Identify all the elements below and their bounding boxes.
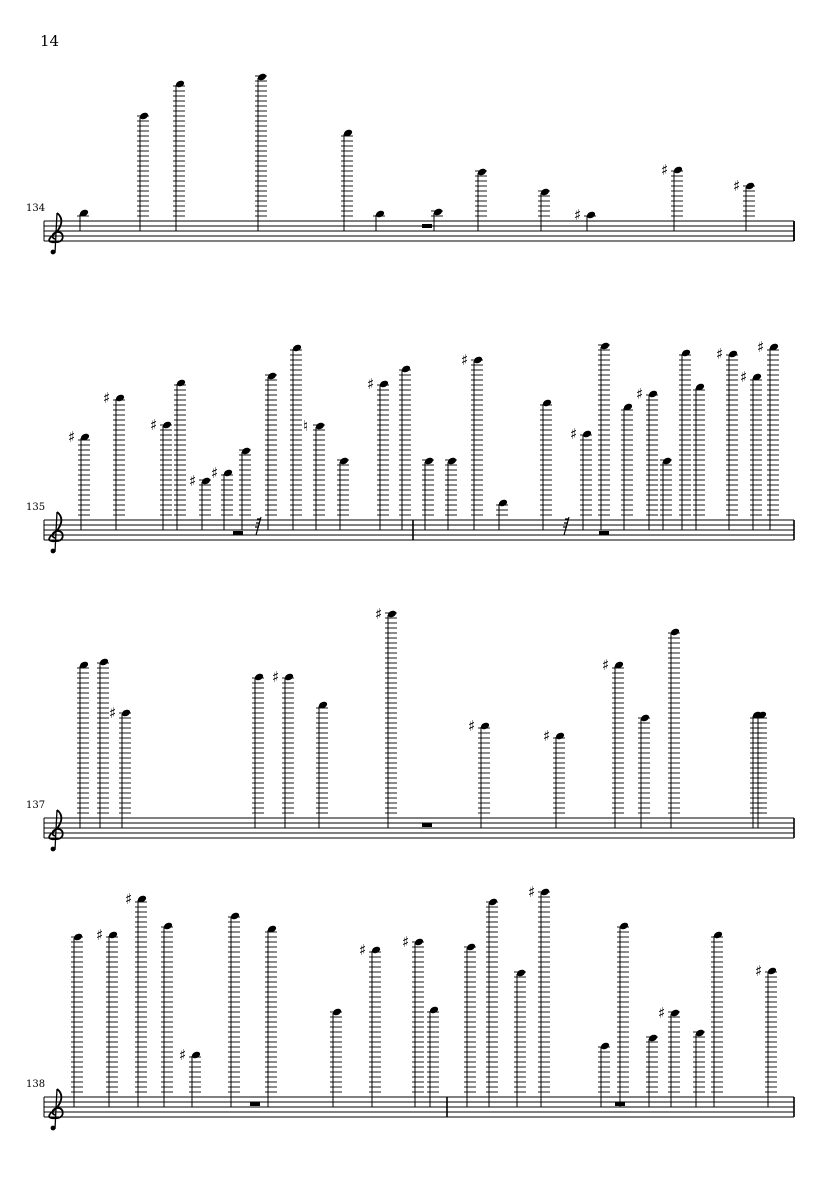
note bbox=[137, 111, 149, 231]
sharp-icon: ♯ bbox=[528, 883, 536, 901]
note bbox=[173, 79, 185, 231]
note bbox=[399, 364, 411, 530]
staff-system bbox=[26, 883, 794, 1130]
sharp-icon: ♯ bbox=[402, 933, 410, 951]
measure-number: 138 bbox=[26, 1079, 46, 1090]
note bbox=[272, 668, 294, 828]
note bbox=[375, 605, 397, 828]
note bbox=[239, 446, 251, 530]
sharp-icon: ♯ bbox=[359, 941, 367, 959]
note bbox=[661, 161, 683, 231]
note bbox=[693, 1028, 705, 1107]
note bbox=[658, 1004, 680, 1107]
sharp-icon: ♯ bbox=[757, 338, 765, 356]
note bbox=[602, 656, 624, 828]
note bbox=[621, 402, 633, 530]
sharp-icon: ♯ bbox=[109, 704, 117, 722]
whole-rest-icon bbox=[615, 1102, 625, 1106]
note bbox=[252, 672, 264, 828]
note bbox=[693, 382, 705, 530]
sharp-icon: ♯ bbox=[68, 428, 76, 446]
note bbox=[528, 883, 550, 1107]
note bbox=[468, 717, 490, 828]
treble-clef-icon bbox=[51, 1126, 56, 1131]
note bbox=[668, 627, 680, 828]
note bbox=[402, 933, 424, 1107]
note bbox=[755, 710, 767, 828]
note bbox=[538, 187, 550, 231]
note bbox=[97, 657, 109, 828]
note bbox=[337, 456, 349, 530]
measure-number: 135 bbox=[26, 502, 46, 513]
note bbox=[733, 177, 755, 231]
sharp-icon: ♯ bbox=[150, 416, 158, 434]
note bbox=[373, 209, 385, 231]
sharp-icon: ♯ bbox=[461, 351, 469, 369]
note bbox=[77, 208, 89, 231]
sharp-icon: ♯ bbox=[189, 472, 197, 490]
whole-rest-icon bbox=[599, 531, 609, 535]
note bbox=[330, 1007, 342, 1107]
sharp-icon: ♯ bbox=[636, 385, 644, 403]
staff-system bbox=[26, 605, 794, 851]
sharp-icon: ♯ bbox=[658, 1004, 666, 1022]
note bbox=[161, 921, 173, 1107]
note bbox=[341, 128, 353, 231]
note bbox=[617, 921, 629, 1107]
note bbox=[265, 924, 277, 1107]
note bbox=[179, 1046, 201, 1107]
note bbox=[427, 1005, 439, 1107]
sharp-icon: ♯ bbox=[103, 389, 111, 407]
note bbox=[228, 911, 240, 1107]
note bbox=[475, 167, 487, 231]
sharp-icon: ♯ bbox=[570, 425, 578, 443]
note bbox=[77, 660, 89, 828]
note bbox=[422, 456, 434, 530]
note bbox=[461, 351, 483, 530]
staff-system bbox=[26, 72, 794, 254]
note bbox=[431, 207, 443, 231]
note bbox=[679, 348, 691, 530]
note bbox=[71, 932, 83, 1107]
sharp-icon: ♯ bbox=[468, 717, 476, 735]
note bbox=[68, 428, 90, 530]
note bbox=[636, 385, 658, 530]
sharp-icon: ♯ bbox=[375, 605, 383, 623]
note bbox=[570, 425, 592, 530]
measure-number: 137 bbox=[26, 800, 46, 811]
sharp-icon: ♯ bbox=[125, 890, 133, 908]
note bbox=[445, 456, 457, 530]
treble-clef-icon bbox=[51, 250, 56, 255]
note bbox=[255, 72, 267, 231]
note bbox=[540, 398, 552, 530]
note bbox=[755, 962, 777, 1107]
sharp-icon: ♯ bbox=[211, 464, 219, 482]
note bbox=[660, 456, 672, 530]
note bbox=[150, 416, 172, 530]
sharp-icon: ♯ bbox=[574, 206, 582, 224]
page-number: 14 bbox=[40, 32, 60, 50]
treble-clef-icon bbox=[51, 847, 56, 852]
whole-rest-icon bbox=[422, 224, 432, 228]
note bbox=[265, 371, 277, 530]
sharp-icon: ♯ bbox=[367, 375, 375, 393]
staff-system bbox=[26, 338, 794, 553]
sharp-icon: ♯ bbox=[272, 668, 280, 686]
note bbox=[359, 941, 381, 1107]
sharp-icon: ♯ bbox=[661, 161, 669, 179]
sharp-icon: ♯ bbox=[740, 368, 748, 386]
note bbox=[303, 417, 325, 530]
note bbox=[711, 930, 723, 1107]
sharp-icon: ♯ bbox=[733, 177, 741, 195]
sharp-icon: ♯ bbox=[179, 1046, 187, 1064]
note bbox=[103, 389, 125, 530]
note bbox=[189, 472, 211, 530]
note bbox=[757, 338, 779, 530]
sharp-icon: ♯ bbox=[543, 727, 551, 745]
whole-rest-icon bbox=[422, 823, 432, 827]
note bbox=[290, 343, 302, 530]
note bbox=[574, 206, 596, 231]
natural-icon: ♮ bbox=[303, 417, 309, 435]
note bbox=[514, 968, 526, 1107]
whole-rest-icon bbox=[233, 531, 243, 535]
sharp-icon: ♯ bbox=[602, 656, 610, 674]
whole-rest-icon bbox=[250, 1102, 260, 1106]
note bbox=[646, 1033, 658, 1107]
note bbox=[464, 942, 476, 1107]
note bbox=[125, 890, 147, 1107]
note bbox=[598, 341, 610, 530]
note bbox=[486, 897, 498, 1107]
note bbox=[316, 700, 328, 828]
note bbox=[367, 375, 389, 530]
note bbox=[638, 713, 650, 828]
note bbox=[716, 345, 738, 530]
sharp-icon: ♯ bbox=[96, 926, 104, 944]
note bbox=[174, 378, 186, 530]
note bbox=[543, 727, 565, 828]
note bbox=[109, 704, 131, 828]
treble-clef-icon bbox=[51, 549, 56, 554]
sharp-icon: ♯ bbox=[755, 962, 763, 980]
sharp-icon: ♯ bbox=[716, 345, 724, 363]
note bbox=[96, 926, 118, 1107]
measure-number: 134 bbox=[26, 203, 46, 214]
note bbox=[740, 368, 762, 530]
